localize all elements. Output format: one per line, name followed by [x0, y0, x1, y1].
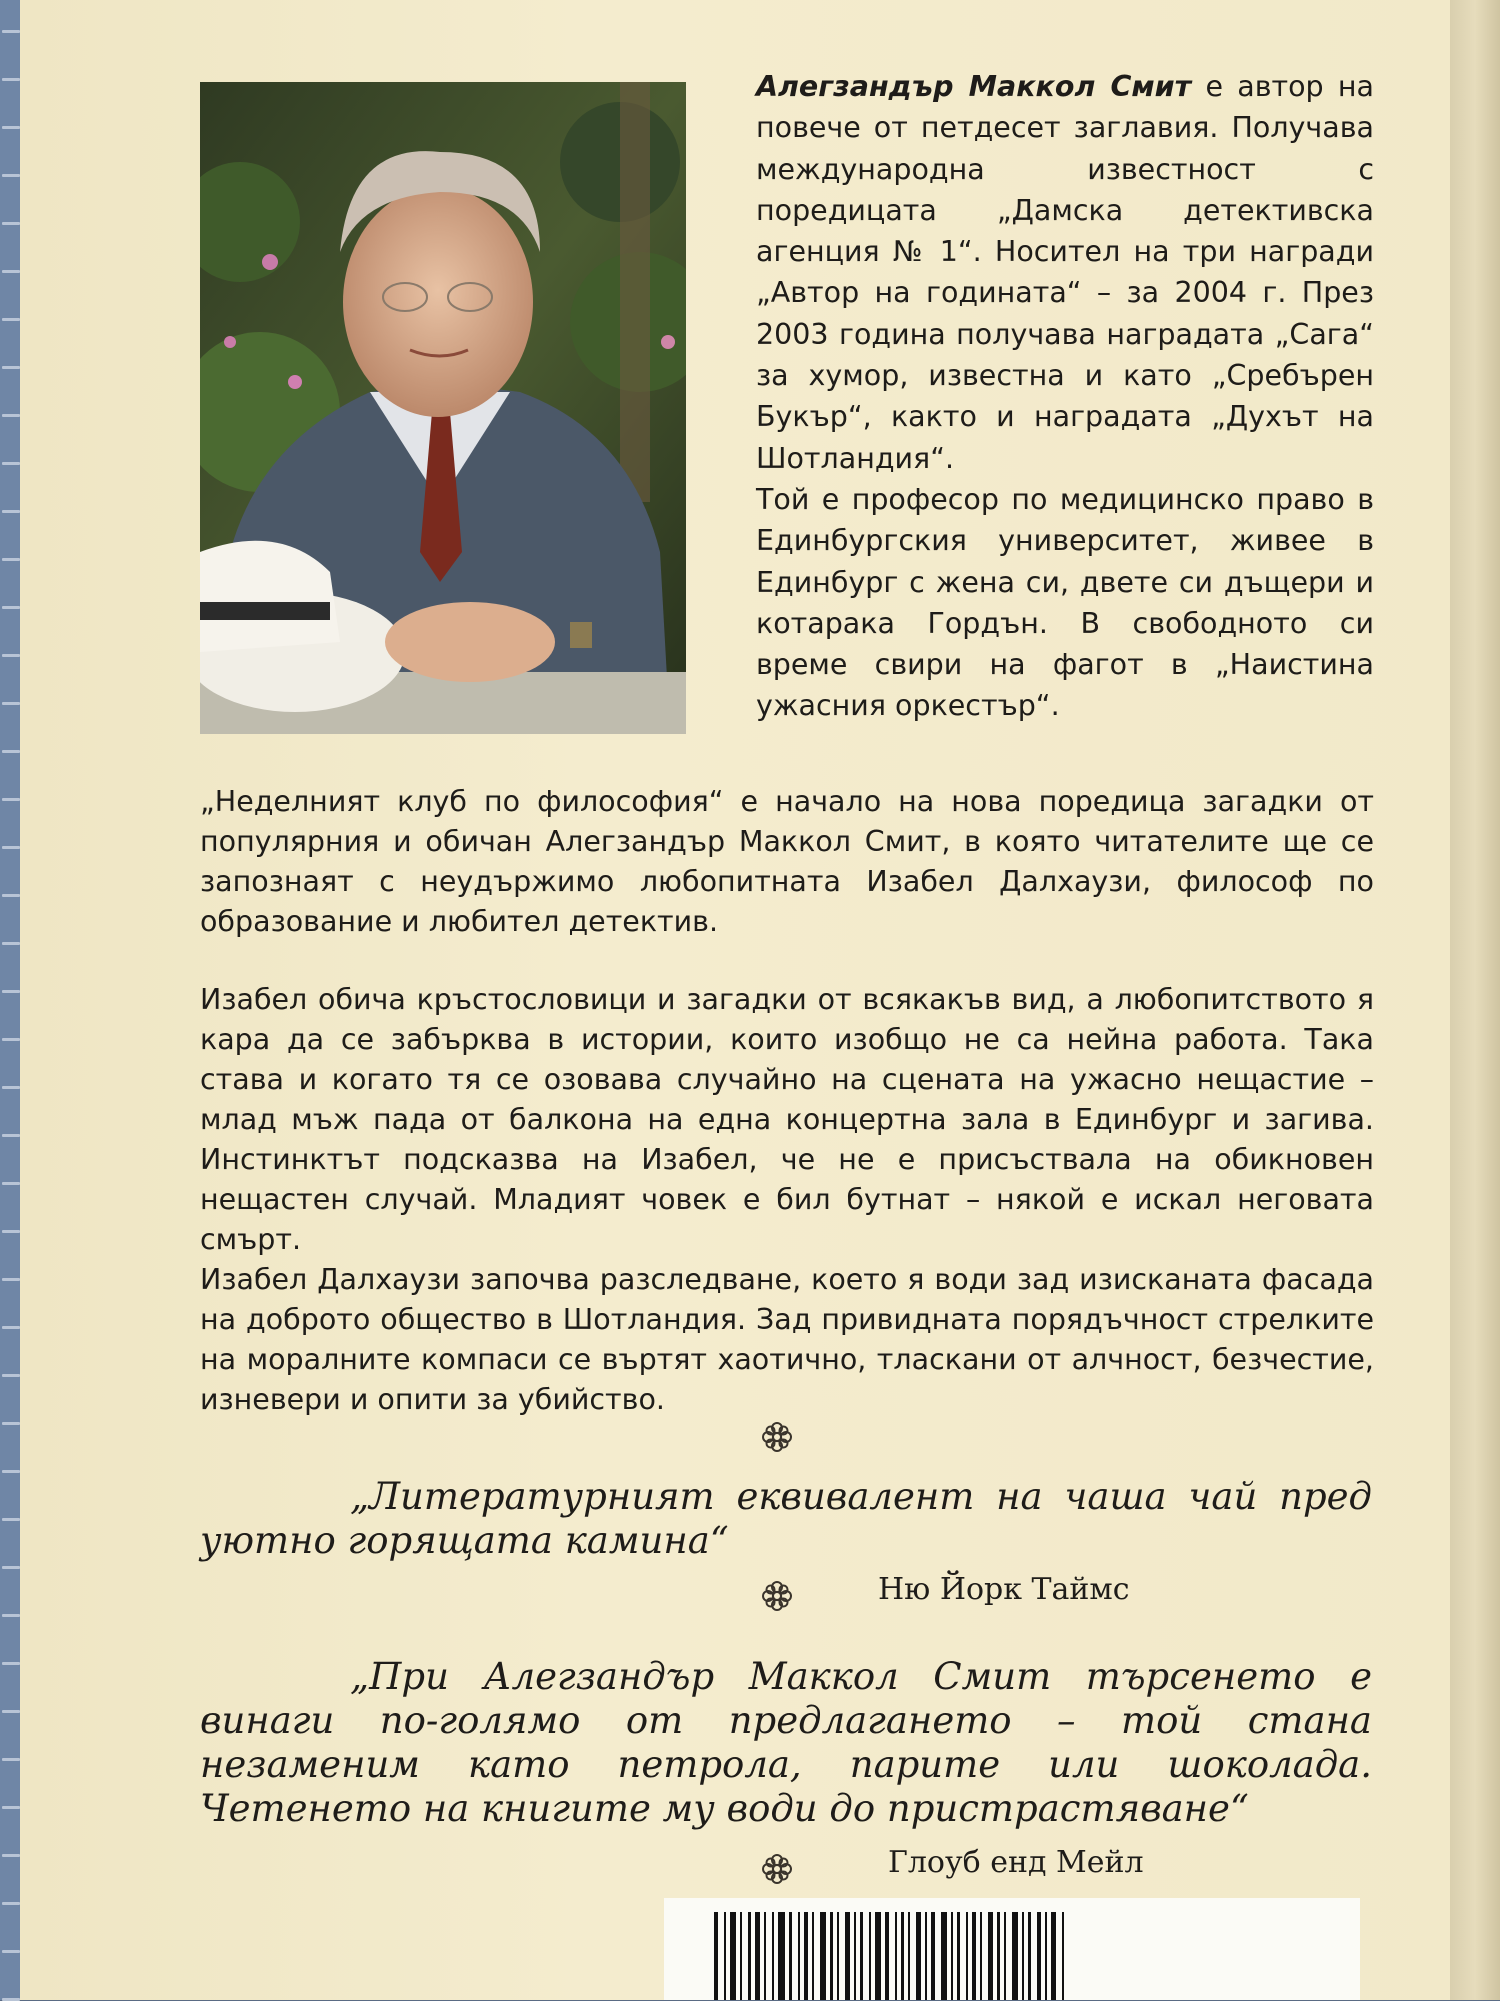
notebook-edge-mark — [2, 174, 20, 177]
barcode-bar — [778, 1912, 785, 2000]
notebook-edge-mark — [2, 1422, 20, 1425]
notebook-edge-mark — [2, 894, 20, 897]
barcode-bar — [869, 1912, 871, 2000]
quote-2-source: Глоуб енд Мейл — [888, 1845, 1144, 1880]
book-spine-edge — [1450, 0, 1500, 2000]
barcode-bar — [895, 1912, 897, 2000]
barcode-bar — [714, 1912, 718, 2000]
quote-2-text: „При Алегзандър Маккол Смит търсенето е винаги по-голямо от предлагането – той стана незаменим като петрола, парите или шоколада. Четенето на книгите му води до пристрастяване“ — [200, 1655, 1372, 1830]
barcode-bar — [789, 1912, 792, 2000]
barcode-bar — [837, 1912, 839, 2000]
review-quote-2 — [200, 1655, 1372, 1831]
barcode-bar — [845, 1912, 850, 2000]
barcode-bar — [916, 1912, 921, 2000]
barcode-bar — [812, 1912, 814, 2000]
notebook-edge-mark — [2, 1710, 20, 1713]
barcode-bar — [798, 1912, 800, 2000]
synopsis — [200, 980, 1374, 1420]
quote-1-text: „Литературният еквивалент на чаша чай пред уютно горящата камина“ — [200, 1475, 1372, 1562]
barcode-bar — [951, 1912, 953, 2000]
barcode-bar — [908, 1912, 910, 2000]
barcode-bar — [772, 1912, 774, 2000]
notebook-edge-mark — [2, 798, 20, 801]
notebook-edge-mark — [2, 270, 20, 273]
notebook-edge-mark — [2, 1230, 20, 1233]
barcode-bar — [854, 1912, 856, 2000]
barcode-bar — [1045, 1912, 1047, 2000]
quote-1-source: Ню Йорк Таймс — [878, 1572, 1130, 1607]
notebook-edge-mark — [2, 1134, 20, 1137]
notebook-edge-mark — [2, 1806, 20, 1809]
barcode-bar — [885, 1912, 889, 2000]
barcode-bar — [1004, 1912, 1006, 2000]
barcode-bar — [901, 1912, 904, 2000]
notebook-edge-mark — [2, 30, 20, 33]
barcode-bar — [957, 1912, 960, 2000]
notebook-edge-mark — [2, 1518, 20, 1521]
notebook-edge-mark — [2, 654, 20, 657]
notebook-edge-mark — [2, 222, 20, 225]
review-quote-1 — [200, 1475, 1372, 1563]
author-name: Алегзандър Маккол Смит — [756, 70, 1192, 103]
notebook-edge-mark — [2, 1614, 20, 1617]
barcode-bar — [997, 1912, 1000, 2000]
notebook-edge-mark — [2, 1086, 20, 1089]
notebook-edge-mark — [2, 1374, 20, 1377]
barcode-bar — [1012, 1912, 1018, 2000]
barcode-bar — [748, 1912, 751, 2000]
bio-text-2: Той е професор по медицинско право в Единбургския университет, живее в Единбург с жена си, двете си дъщери и котарака Гордън. В свободното си време свири на фагот в „Наистина ужасния оркестър“. — [756, 482, 1374, 723]
notebook-edge-mark — [2, 1182, 20, 1185]
barcode-bar — [820, 1912, 826, 2000]
flower-ornament-icon — [760, 1420, 794, 1454]
barcode-bar — [1037, 1912, 1041, 2000]
barcode-bar — [1062, 1912, 1064, 2000]
notebook-edge-mark — [2, 366, 20, 369]
barcode-bar — [764, 1912, 766, 2000]
notebook-edge-mark — [2, 1470, 20, 1473]
flower-ornament-icon — [760, 1852, 794, 1886]
barcode-bar — [830, 1912, 833, 2000]
barcode-bar — [1028, 1912, 1031, 2000]
notebook-edge-mark — [2, 702, 20, 705]
notebook-edge-mark — [2, 606, 20, 609]
author-photo — [200, 82, 686, 734]
barcode-bar — [724, 1912, 726, 2000]
notebook-edge-mark — [2, 1038, 20, 1041]
flower-ornament-icon — [760, 1579, 794, 1613]
barcode-bar — [966, 1912, 968, 2000]
bio-text: е автор на повече от петдесет заглавия. Получава международна известност с поредицата „Дамска детективска агенция № 1“. Носител на три награди „Автор на годината“ – за 2004 г. През 2003 година получава наградата „Сага“ за хумор, известна и като „Сребърен Букър“, както и наградата „Духът на Шотландия“. — [756, 70, 1375, 475]
notebook-edge-mark — [2, 462, 20, 465]
notebook-edge-mark — [2, 126, 20, 129]
barcode-bar — [1051, 1912, 1056, 2000]
barcode-bar — [931, 1912, 935, 2000]
synopsis-paragraph-1: Изабел обича кръстословици и загадки от всякакъв вид, а любопитството я кара да се забърква в истории, които изобщо не са нейна работа. Така става и когато тя се озовава случайно на сцената на ужасно нещастие – млад мъж пада от балкона на една концертна зала в Единбург и загива. Инстинктът подсказва на Изабел, че не е присъствала на обикновен нещастен случай. Младият човек е бил бутнат – някой е искал неговата смърт. — [200, 983, 1374, 1256]
notebook-edge-mark — [2, 1566, 20, 1569]
notebook-edge-mark — [2, 558, 20, 561]
notebook-edge-mark — [2, 1278, 20, 1281]
barcode-bar — [980, 1912, 982, 2000]
barcode-bar — [804, 1912, 808, 2000]
barcode-bar — [1022, 1912, 1024, 2000]
barcode-bar — [925, 1912, 927, 2000]
barcode — [664, 1898, 1360, 2000]
notebook-edge-mark — [2, 1902, 20, 1905]
notebook-edge-mark — [2, 1854, 20, 1857]
notebook-edge-mark — [2, 750, 20, 753]
barcode-bar — [972, 1912, 976, 2000]
synopsis-paragraph-2: Изабел Далхаузи започва разследване, което я води зад изисканата фасада на доброто общество в Шотландия. Зад привидната порядъчност стрелките на моралните компаси се въртят хаотично, тласкани от алчност, безчестие, изневери и опити за убийство. — [200, 1263, 1374, 1416]
notebook-edge-mark — [2, 1758, 20, 1761]
notebook-edge-mark — [2, 414, 20, 417]
notebook-edge-mark — [2, 318, 20, 321]
barcode-bar — [860, 1912, 863, 2000]
barcode-bar — [988, 1912, 993, 2000]
series-intro — [200, 782, 1374, 942]
notebook-edge-mark — [2, 510, 20, 513]
barcode-bar — [755, 1912, 760, 2000]
notebook-edge-mark — [2, 942, 20, 945]
notebook-edge-mark — [2, 990, 20, 993]
intro-paragraph: „Неделният клуб по философия“ е начало на нова поредица загадки от популярния и обичан Алегзандър Маккол Смит, в която читателите ще се запознаят с неудържимо любопитната Изабел Далхаузи, философ по образование и любител детектив. — [200, 785, 1374, 938]
notebook-edge-mark — [2, 1950, 20, 1953]
notebook-edge-mark — [2, 78, 20, 81]
author-bio — [756, 66, 1374, 727]
barcode-bar — [730, 1912, 736, 2000]
notebook-edge-mark — [2, 1326, 20, 1329]
notebook-edge-mark — [2, 1662, 20, 1665]
barcode-bar — [875, 1912, 881, 2000]
barcode-bar — [941, 1912, 947, 2000]
barcode-bar — [740, 1912, 742, 2000]
notebook-edge-mark — [2, 846, 20, 849]
